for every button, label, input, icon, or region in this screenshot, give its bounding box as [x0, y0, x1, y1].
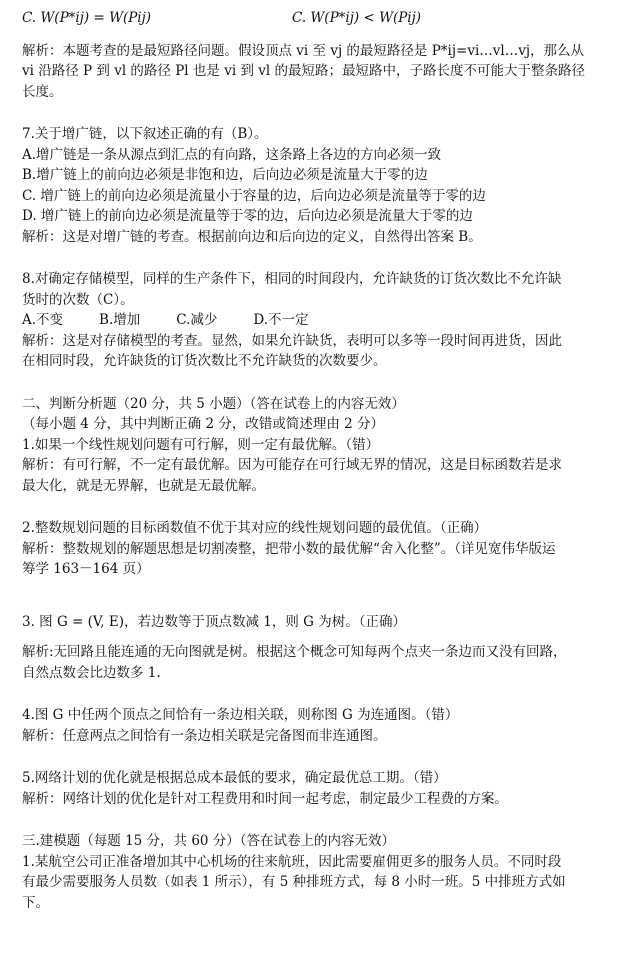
question-stem: 8.对确定存储模型，同样的生产条件下，相同的时间段内，允许缺货的订货次数比不允许缺 — [22, 271, 562, 287]
option-c: C.减少 — [176, 312, 218, 328]
q6-analysis — [22, 41, 622, 103]
analysis-line: 筹学 163－164 页） — [22, 561, 150, 577]
judgement-item-2 — [22, 518, 622, 580]
judgement-item-3 — [22, 612, 622, 684]
section-note: （每小题 4 分，其中判断正确 2 分，改错或简述理由 2 分） — [22, 416, 385, 432]
question-stem: 5.网络计划的优化就是根据总成本最低的要求，确定最优总工期。（错） — [22, 770, 447, 786]
option-c: C. 增广链上的前向边必须是流量小于容量的边，后向边必须是流量等于零的边 — [22, 187, 486, 204]
question-stem: 7.关于增广链，以下叙述正确的有（B）。 — [22, 126, 268, 142]
section-3 — [22, 831, 622, 913]
options-row — [22, 310, 622, 331]
analysis-line: 解析：有可行解，不一定有最优解。因为可能存在可行域无界的情况，这是目标函数若是求 — [22, 457, 562, 473]
analysis-line: 在相同时段，允许缺货的订货次数比不允许缺货的次数要少。 — [22, 353, 387, 369]
option-b: B.增广链上的前向边必须是非饱和边，后向边必须是流量大于零的边 — [22, 167, 428, 183]
analysis-line: 解析：网络计划的优化是针对工程费用和时间一起考虑，制定最少工程费的方案。 — [22, 790, 508, 807]
analysis-line: 自然点数会比边数多 1. — [22, 664, 161, 681]
analysis-line: 最大化，就是无界解，也就是无最优解。 — [22, 477, 265, 494]
option-a: A.不变 — [22, 312, 64, 328]
analysis-line: 解析：这是对存储模型的考查。显然，如果允许缺货，表明可以多等一段时间再进货，因此 — [22, 332, 562, 349]
question-stem: 3. 图 G = (V, E)，若边数等于顶点数减 1，则 G 为树。（正确） — [22, 613, 406, 630]
analysis-line: 解析：任意两点之间恰有一条边相关联是完备图而非连通图。 — [22, 727, 387, 744]
question-stem: 下。 — [22, 894, 49, 911]
question-8 — [22, 269, 622, 372]
section-title: 三.建模题（每题 15 分，共 60 分）（答在试卷上的内容无效） — [22, 833, 396, 849]
section-title: 二、判断分析题（20 分，共 5 小题）（答在试卷上的内容无效） — [22, 395, 405, 412]
judgement-item-1 — [22, 435, 622, 497]
option-b: B.增加 — [99, 312, 141, 328]
top-options-row — [22, 8, 622, 29]
question-stem: 1.某航空公司正准备增加其中心机场的往来航班，因此需要雇佣更多的服务人员。不同时段 — [22, 853, 562, 870]
judgement-item-5 — [22, 768, 622, 809]
option-d: D.不一定 — [253, 312, 309, 328]
question-stem: 货时的次数（C）。 — [22, 291, 134, 308]
question-stem: 1.如果一个线性规划问题有可行解，则一定有最优解。（错） — [22, 436, 380, 453]
analysis-line: 解析：整数规划的解题思想是切割凑整，把带小数的最优解“舍入化整”。（详见宽伟华版运 — [22, 540, 556, 557]
analysis-line: vi 沿路径 P 到 vl 的路径 Pl 也是 vi 到 vl 的最短路；最短路中，子路长度不可能大于整条路径 — [22, 63, 585, 79]
analysis-line: 解析:无回路且能连通的无向图就是树。根据这个概念可知每两个点夹一条边而又没有回路， — [22, 644, 567, 660]
option-c-less: C. W(P*ij) < W(Pij) — [292, 10, 422, 26]
question-stem: 2.整数规划问题的目标函数值不优于其对应的线性规划问题的最优值。（正确） — [22, 520, 488, 536]
section-2 — [22, 394, 622, 810]
analysis-line: 解析：这是对增广链的考查。根据前向边和后向边的定义，自然得出答案 B。 — [22, 228, 482, 245]
analysis-line: 解析：本题考查的是最短路径问题。假设顶点 vi 至 vj 的最短路径是 P*ij=vi…vl…vj，那么从 — [22, 42, 585, 59]
question-7 — [22, 124, 622, 247]
question-stem: 4.图 G 中任两个顶点之间恰有一条边相关联，则称图 G 为连通图。（错） — [22, 707, 459, 723]
question-stem: 有最少需要服务人员数（如表 1 所示），有 5 种排班方式，每 8 小时一班。5 中排班方式如 — [22, 874, 566, 890]
option-d: D. 增广链上的前向边必须是流量等于零的边，后向边必须是流量大于零的边 — [22, 208, 473, 224]
document-page — [22, 8, 622, 913]
option-c-equal: C. W(P*ij) = W(Pij) — [22, 10, 152, 26]
option-a: A.增广链是一条从源点到汇点的有向路，这条路上各边的方向必须一致 — [22, 146, 442, 163]
analysis-line: 长度。 — [22, 83, 63, 100]
judgement-item-4 — [22, 705, 622, 746]
